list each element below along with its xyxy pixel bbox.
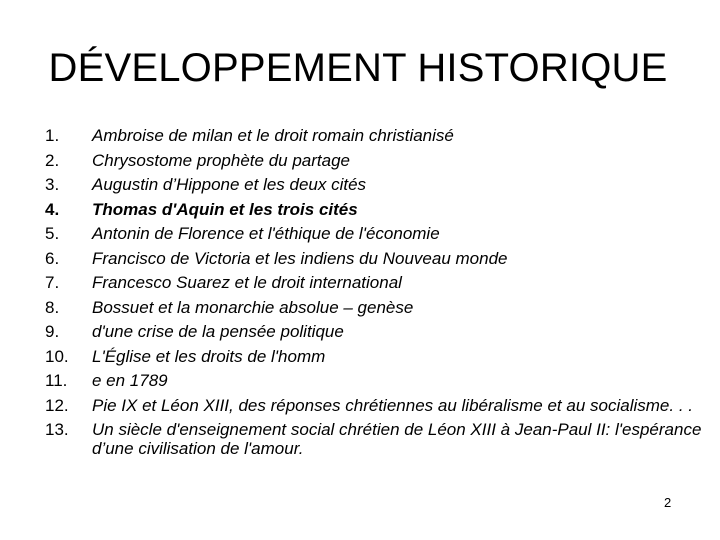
item-text: Bossuet et la monarchie absolue – genèse [92,297,414,317]
item-number: 12. [45,395,69,415]
list-item [45,271,705,296]
item-text: Augustin d’Hippone et les deux cités [92,175,367,194]
item-text: Francesco Suarez et le droit international [92,273,402,292]
item-number: 2. [45,150,60,170]
page-number: 2 [664,495,672,510]
item-text: e en 1789 [92,371,168,390]
list-item [45,247,705,272]
item-text: L'Église et les droits de l'homm [92,346,326,366]
list-item [45,345,705,370]
item-text: Ambroise de milan et le droit romain christianisé [92,126,454,145]
item-number: 8. [45,297,60,317]
item-text: d'une crise de la pensée politique [92,322,344,341]
list-item [45,296,705,321]
item-number: 5. [45,224,60,243]
list-item [45,369,705,394]
item-number: 9. [45,322,60,341]
item-text: Antonin de Florence et l'éthique de l'économie [92,224,440,243]
item-number: 4. [45,199,60,219]
list-item [45,320,705,345]
item-text: Thomas d'Aquin et les trois cités [92,199,358,219]
item-number: 7. [45,273,60,292]
numbered-list [45,124,705,460]
list-item [45,124,705,149]
list-item [45,394,705,419]
item-number: 1. [45,126,60,145]
item-number: 10. [45,346,69,366]
item-text: Chrysostome prophète du partage [92,150,350,170]
item-number: 13. [45,420,69,439]
item-text: Un siècle d'enseignement social chrétien de Léon XIII à Jean-Paul II: l'espérance d’une civilisation de l'amour. [92,420,702,458]
item-number: 3. [45,175,60,194]
list-item [45,149,705,174]
item-text: Pie IX et Léon XIII, des réponses chrétiennes au libéralisme et au socialisme. . . [92,395,693,415]
list-item [45,222,705,247]
list-item [45,418,705,460]
list-item [45,173,705,198]
item-text: Francisco de Victoria et les indiens du Nouveau monde [92,248,508,268]
item-number: 11. [45,371,68,390]
slide-title: DÉVELOPPEMENT HISTORIQUE [48,46,668,90]
list-item-highlighted [45,198,705,223]
item-number: 6. [45,248,60,268]
